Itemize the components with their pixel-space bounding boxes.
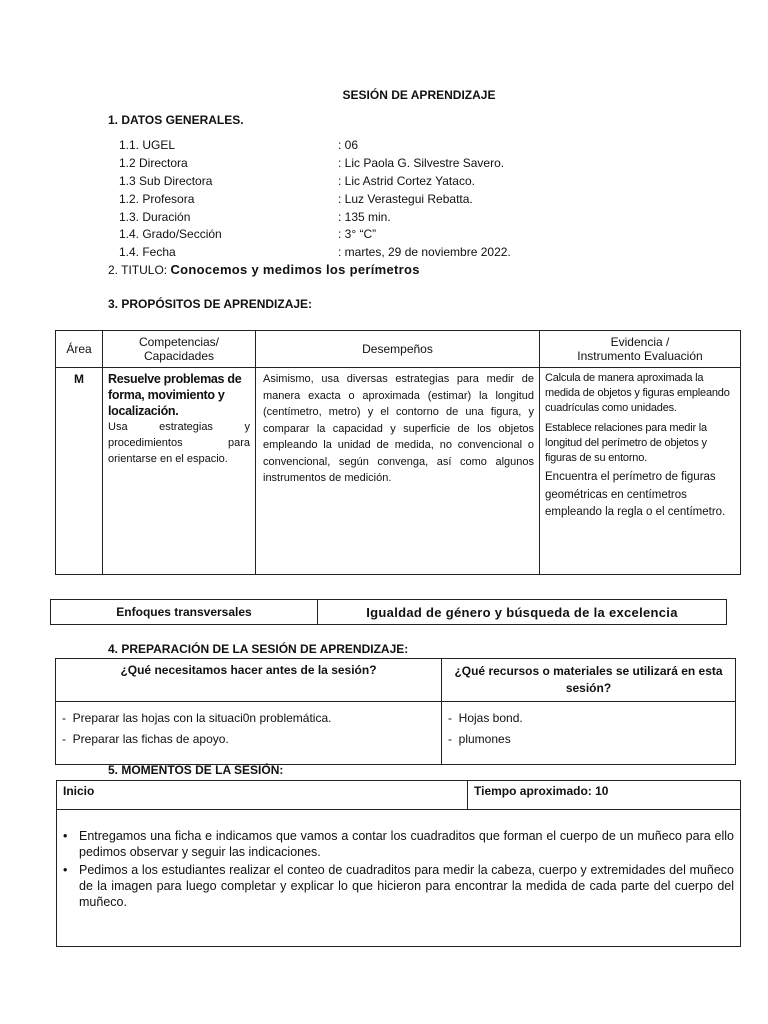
moment-step-text: Pedimos a los estudiantes realizar el conteo de cuadraditos para medir la cabeza, cuerpo y extremidades del muñeco de la imagen para luego completar y explicar lo que hicieron para encontrar la medida de cada parte del cuerpo del muñeco. — [79, 863, 734, 909]
dash: - — [62, 732, 66, 746]
moment-step — [63, 828, 734, 860]
section-4-heading: 4. PREPARACIÓN DE LA SESIÓN DE APRENDIZAJE: — [108, 642, 409, 656]
datos-value: : Lic Paola G. Silvestre Savero. — [338, 156, 505, 170]
moment-step-text: Entregamos una ficha e indicamos que vamos a contar los cuadraditos que forman el cuerpo de un muñeco para ello pedimos observar y seguir las indicaciones. — [79, 829, 734, 859]
dash: - — [448, 711, 452, 725]
moment-content — [57, 810, 741, 947]
header-competencias-line2: Capacidades — [143, 349, 215, 363]
evidencia-2: Establece relaciones para medir la longitud del perímetro de objetos y figuras de su entorno. — [545, 422, 707, 464]
prep-item — [62, 729, 435, 750]
header-evidencia — [540, 331, 741, 368]
bullet: • — [63, 829, 68, 843]
datos-label: 1.2 Directora — [119, 156, 188, 170]
purposes-table — [55, 330, 741, 575]
datos-value: : 06 — [338, 138, 359, 152]
preparation-table — [55, 658, 736, 765]
material-item-text: Hojas bond. — [458, 711, 523, 725]
datos-label: 1.3. Duración — [119, 210, 191, 224]
enfoques-value: Igualdad de género y búsqueda de la excelencia — [318, 600, 727, 625]
datos-value: : 3° “C” — [338, 227, 377, 241]
moment-step — [63, 862, 734, 910]
material-item-text: plumones — [458, 732, 511, 746]
dash: - — [62, 711, 66, 725]
moment-inicio: Inicio — [57, 781, 468, 810]
section-3-heading: 3. PROPÓSITOS DE APRENDIZAJE: — [108, 297, 313, 311]
header-area: Área — [56, 331, 103, 368]
capacidad-text: Usa estrategias y procedimientos para orientarse en el espacio. — [108, 421, 250, 465]
section-1-heading: 1. DATOS GENERALES. — [108, 113, 244, 127]
page-title: SESIÓN DE APRENDIZAJE — [342, 88, 496, 102]
material-item — [448, 729, 729, 750]
section-2-heading — [108, 262, 420, 277]
prep-header-left: ¿Qué necesitamos hacer antes de la sesión? — [56, 659, 442, 702]
evidencia-cell — [540, 368, 741, 575]
desempeno-text: Asimismo, usa diversas estrategias para medir de manera exacta o aproximada (estimar) la longitud (centímetro, metro) y el contorno de una figura, y comparar la capacidad y superficie de los objetos empleando la unidad de medida, no convencional o convencional, según convenga, así como algunos instrumentos de medición. — [263, 373, 534, 484]
datos-label: 1.4. Grado/Sección — [119, 227, 222, 241]
prep-left-cell — [56, 702, 442, 765]
evidencia-3: Encuentra el perímetro de figuras geométricas en centímetros empleando la regla o el centímetro. — [545, 471, 726, 518]
moment-tiempo: Tiempo aproximado: 10 — [468, 781, 741, 810]
area-cell: M — [56, 368, 103, 575]
evidencia-1: Calcula de manera aproximada la medida de objetos y figuras empleando cuadrículas como unidades. — [545, 372, 730, 414]
section-2-label: 2. TITULO: — [108, 263, 171, 277]
competencias-cell — [103, 368, 256, 575]
datos-value: : 135 min. — [338, 210, 391, 224]
material-item — [448, 708, 729, 729]
datos-value: : martes, 29 de noviembre 2022. — [338, 245, 511, 259]
header-evidencia-line1: Evidencia / — [610, 335, 670, 349]
prep-header-right: ¿Qué recursos o materiales se utilizará en esta sesión? — [442, 659, 736, 702]
enfoques-label: Enfoques transversales — [51, 600, 318, 625]
prep-item-text: Preparar las hojas con la situaci0n problemática. — [72, 711, 332, 725]
prep-right-cell — [442, 702, 736, 765]
bullet: • — [63, 863, 68, 877]
prep-item-text: Preparar las fichas de apoyo. — [72, 732, 229, 746]
dash: - — [448, 732, 452, 746]
enfoques-table — [50, 599, 727, 625]
header-desempenos: Desempeños — [256, 331, 540, 368]
datos-value: : Lic Astrid Cortez Yataco. — [338, 174, 475, 188]
datos-label: 1.3 Sub Directora — [119, 174, 213, 188]
datos-value: : Luz Verastegui Rebatta. — [338, 192, 473, 206]
session-title: Conocemos y medimos los perímetros — [170, 262, 420, 277]
header-evidencia-line2: Instrumento Evaluación — [577, 349, 703, 363]
header-competencias-line1: Competencias/ — [138, 335, 220, 349]
section-5-heading: 5. MOMENTOS DE LA SESIÓN: — [108, 763, 284, 777]
datos-label: 1.4. Fecha — [119, 245, 176, 259]
competencia-title: Resuelve problemas de forma, movimiento y localización. — [108, 372, 242, 418]
header-competencias — [103, 331, 256, 368]
moments-table — [56, 780, 741, 947]
desempenos-cell — [256, 368, 540, 575]
datos-label: 1.2. Profesora — [119, 192, 195, 206]
prep-item — [62, 708, 435, 729]
datos-label: 1.1. UGEL — [119, 138, 176, 152]
